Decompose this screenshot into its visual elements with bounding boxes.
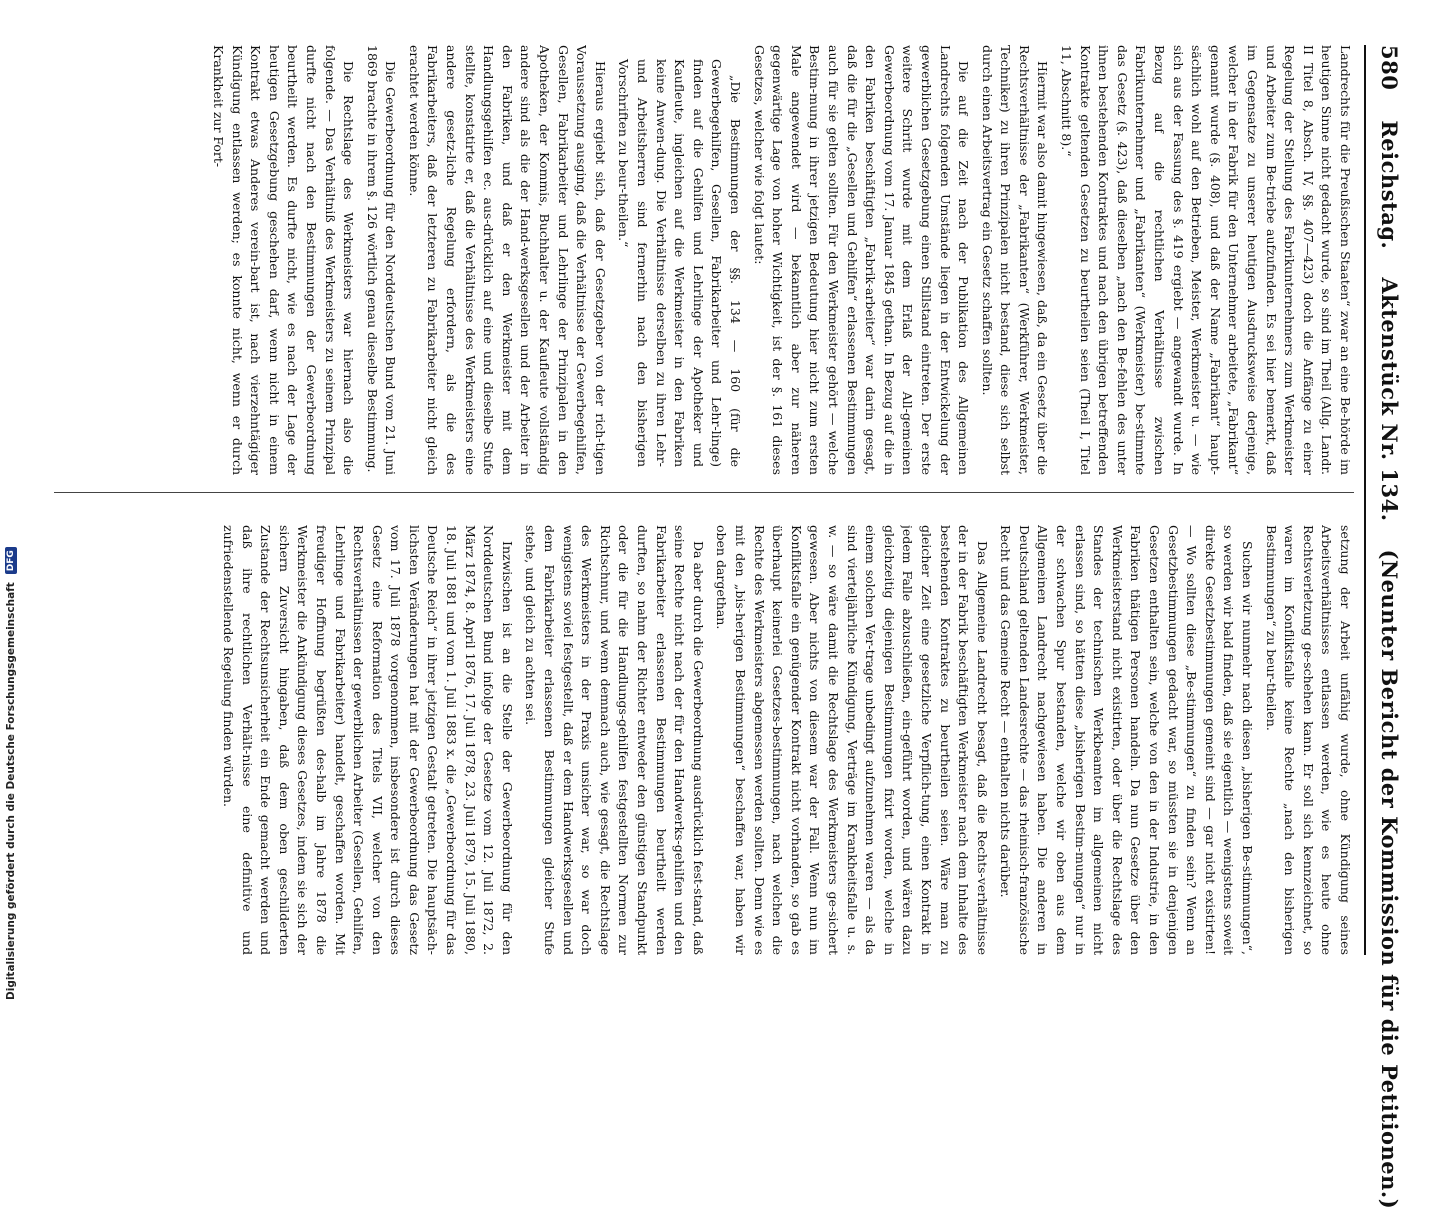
paragraph: Hieraus ergiebt sich, daß der Gesetzgeber von der rich-tigen Voraussetzung ausging, daß die Verhältnisse der Gewerbegehilfen, Gesellen, Fabrikarbeiter und Lehrlinge der Prinzipalen in den Apotheken, der Kommis, Buchhalter u. der Kaufleute vollständig andere sind als die der Hand-werksgesellen und der Arbeiter in den Fabriken, und daß er den Werkmeister mit dem Handlungsgehilfen ec. aus-drücklich auf eine und dieselbe Stufe stellte, konstatirte er, daß die Verhältnisse des Werkmeisters eine andere gesetz-liche Regelung erfordern, als die des Fabrikarbeiters, daß der letzteren zu Fabrikarbeiter nicht gleich erachtet werden könne.: [406, 45, 608, 475]
quoted-paragraph: „Die Bestimmungen der §§. 134 — 160 (für die Gewerbegehilfen, Gesellen, Fabrikarbeiter und Lehr-linge) finden auf die Gehilfen und Lehrlinge der Apotheker und Kaufleute, ingleichen auf die Werkmeister in den Fabriken keine Anwen-dung. Die Verhältnisse derselben zu ihren Lehr- und Arbeitsherren sind fernerhin nach den bisherigen Vorschriften zu beur-theilen.“: [616, 59, 743, 467]
paragraph: Das Allgemeine Landrecht besagt, daß die Rechts-verhältnisse der in der Fabrik beschäftigten Werkmeister nach dem Inhalte des bestehenden Kontraktes zu beurtheilen seien. Wäre man zu gleicher Zeit eine gesetzliche Verpflich-tung, einen Kontrakt in jedem Falle abzuschließen, ein-geführt worden, und wären dazu gleichzeitig diejenigen Bestimmungen fixirt worden, welche in einem solchen Ver-trage unbedingt aufzunehmen waren — als da sind vierteljährliche Kündigung, Verträge im Krankheitsfalle u. s. w. — so wäre damit die Rechtslage des Werkmeisters ge-sichert gewesen. Aber nichts von diesem war der Fall. Wenn nun im Konfliktsfalle ein genügender Kontrakt nicht vorhanden, so gab es überhaupt keinerlei Gesetzes-bestimmungen, nach welchen die Rechte des Werkmeisters abgemessen werden sollten. Denn wie es mit den „bis-herigen Bestimmungen“ beschaffen war, haben wir oben dargethan.: [714, 525, 990, 955]
paragraph: Die Gewerbeordnung für den Norddeutschen Bund vom 21. Juni 1869 brachte in ihrem §. 126 wörtlich genau dieselbe Bestimmung.: [364, 45, 399, 475]
page-number: 580: [1377, 45, 1403, 91]
paragraph: Da aber durch die Gewerbeordnung ausdrücklich fest-stand, daß seine Rechte nicht nach der für den Handwerks-gehilfen und den Fabrikarbeiter erlassenen Bestimmungen beurtheilt werden durften, so nahm der Richter entweder den günstigen Standpunkt oder die für die Handlungs-gehilfen festgestellten Normen zur Richtschnur, und wenn demnach auch, wie gesagt, die Rechtslage des Werkmeisters in der Praxis unsicher war, so war doch wenigstens soviel festgestellt, daß er dem Handwerksgesellen und dem Fabrikarbeiter erlassenen Bestimmungen gleicher Stufe stehe, und gleich zu achten sei.: [523, 525, 706, 955]
header-title: (Neunter Bericht der Kommission für die Petitionen.): [1377, 549, 1403, 1209]
column-divider: [54, 492, 1354, 493]
paragraph: Die auf die Zeit nach der Publikation des Allgemeinen Landrechts folgenden Umstände liegen in der Entwickelung der gewerblichen Gesetzgebung einen Stillstand eintreten. Der erste weitere Schritt wurde mit dem Erlaß der All-gemeinen Gewerbeordnung vom 17. Januar 1845 gethan. In Bezug auf die in den Fabriken beschäftigten „Fabrik-arbeiter“ war darin gesagt, daß die für die „Gesellen und Gehilfen“ erlassenen Bestimmungen auch für sie gelten sollten. Für den Werkmeister gehört — welche Bestim-mung in ihrer jetzigen Bedeutung hier nicht zum ersten Male angewendet wird — bekanntlich aber zur näheren gegenwärtige Lage von hoher Wichtigkeit, ist der §. 161 dieses Gesetzes, welcher wie folgt lautet:: [751, 45, 972, 475]
text-column-left: [54, 45, 1354, 475]
paragraph: Landrechts für die Preußischen Staaten“ zwar an eine Be-hörde im heutigen Sinne nicht gedacht wurde, so sind im Theil (Allg. Landr. II Titel 8, Absch. IV, §§. 407—423) doch die Anfänge zu einer Regelung der Stellung des Fabrikunternehmers zum Werkmeister und Arbeiter zum Be-triebe aufzufinden. Es sei hier bemerkt, daß im Gegensatze zu unserer heutigen Ausdrucksweise derjenige, welcher in der Fabrik für den Unternehmer arbeitete, „Fabrikant“ genannt wurde (§. 408), und daß der Name „Fabrikant“ haupt-sächlich wohl auf den Betrieben, Meister, Werkmeister u. — wie sich aus der Fassung des §. 419 ergiebt — angewandt wurde. In Bezug auf die rechtlichen Verhältnisse zwischen Fabrikunternehmer und „Fabrikanten“ (Werkmeister) be-stimmte das Gesetz (§. 423), daß dieselben „nach den Be-fehlen des unter ihnen bestehenden Kontraktes und nach den übrigen betreffenden Kontrakte geltenden Gesetzen zu beurtheilen seien (Theil I, Titel 11, Abschnitt 8).“: [1059, 45, 1353, 475]
paragraph: Die Rechtslage des Werkmeisters war hiernach also die folgende. — Das Verhältniß des Werkmeisters zu seinem Prinzipal durfte nicht nach den Bestimmungen der Gewerbeordnung beurtheilt werden. Es durfte nicht, wie es nach der Lage der heutigen Gesetzgebung geschehen darf, wenn nicht in einem Kontrakt etwas Anderes verein-bart ist, nach vierzehntägiger Kündigung entlassen werden; es konnte nicht, wenn er durch Krankheit zur Fort-: [210, 45, 357, 475]
header-source: Reichstag.: [1377, 120, 1403, 250]
page-header: [1370, 45, 1410, 1209]
header-rule: [1364, 45, 1366, 955]
paragraph: setzung der Arbeit unfähig wurde, ohne Kündigung seines Arbeitsverhältnisses entlassen werden, wie es heute ohne Rechtsverletzung ge-schehen kann. Er soll sich kennzeichnet, so waren im Konfliktsfalle keine Rechte „nach den bisherigen Bestimmungen“ zu beur-theilen.: [1263, 525, 1353, 955]
header-document: Aktenstück Nr. 134.: [1377, 277, 1403, 522]
paragraph: Inzwischen ist an die Stelle der Gewerbeordnung für den Norddeutschen Bund infolge der Gesetze vom 12. Juli 1872, 2. März 1874, 8. April 1876, 17. Juli 1878, 23. Juli 1879, 15. Juli 1880, 18. Juli 1881 und vom 1. Juli 1883 x. die „Gewerbeordnung für das Deutsche Reich“ in ihrer jetzigen Gestalt getreten. Die hauptsäch-lichsten Veränderungen hat mit der Gewerbeordnung das Gesetz vom 17. Juli 1878 vorgenommen, insbesondere ist durch dieses Gesetz eine Reformation des Titels VII, welcher von den Rechtsverhältnissen der gewerblichen Arbeiter (Gesellen, Gehilfen, Lehrlinge und Fabrikarbeiter) handelt, geschaffen worden. Mit freudiger Hoffnung begrüßten des-halb im Jahre 1878 die Werkmeister die Ankündigung dieses Gesetzes, indem sie sich der sichern Zuversicht hingaben, daß dem oben geschilderten Zustande der Rechtsunsicherheit ein Ende gemacht werden und daß ihre rechtlichen Verhält-nisse eine definitive und zufriedenstellende Regelung finden würden.: [220, 525, 515, 955]
dfg-logo: DFG: [5, 547, 17, 574]
paragraph: Hiermit war also damit hingewiesen, daß, da ein Gesetz über die Rechtsverhältnisse der „Fabrikanten“ (Werkführer, Werkmeister, Techniker) zu ihren Prinzipalen nicht bestand, diese sich selbst durch einen Arbeitsvertrag ein Gesetz schaffen sollten.: [979, 45, 1051, 475]
credit-text: Digitalisierung gefördert durch die Deutsche Forschungsgemeinschaft: [5, 582, 17, 1000]
text-column-right: [54, 525, 1354, 955]
paragraph: Suchen wir nunmehr nach diesen „bisherigen Be-stimmungen“, so werden wir bald finden, daß sie eigentlich — wenigstens soweit direkte Gesetzbestimmungen gemeint sind — gar nicht existirten! — Wo sollten diese „Be-stimmungen“ zu finden sein? Wenn an Gesetzbestimmungen gedacht war, so müssten sie in denjenigen Gesetzen enthalten sein, welche von den in der Industrie, in den Fabriken thätigen Personen handeln. Da nun Gesetze über den Werkmeisterstand nicht existirten, oder über die Rechtslage des Standes der technischen Werkbeamten im allgemeinen nicht erlassen sind, so hätten diese „bisherigen Bestim-mungen“ nur in der schwachen Spur bestanden, welche wir oben aus dem Allgemeinen Landrecht nachgewiesen haben. Die anderen in Deutschland geltenden Landesrechte — das rheinisch-französische Recht und das Gemeine Recht — enthalten nichts darüber.: [998, 525, 1256, 955]
digitization-credit: [0, 0, 22, 1000]
